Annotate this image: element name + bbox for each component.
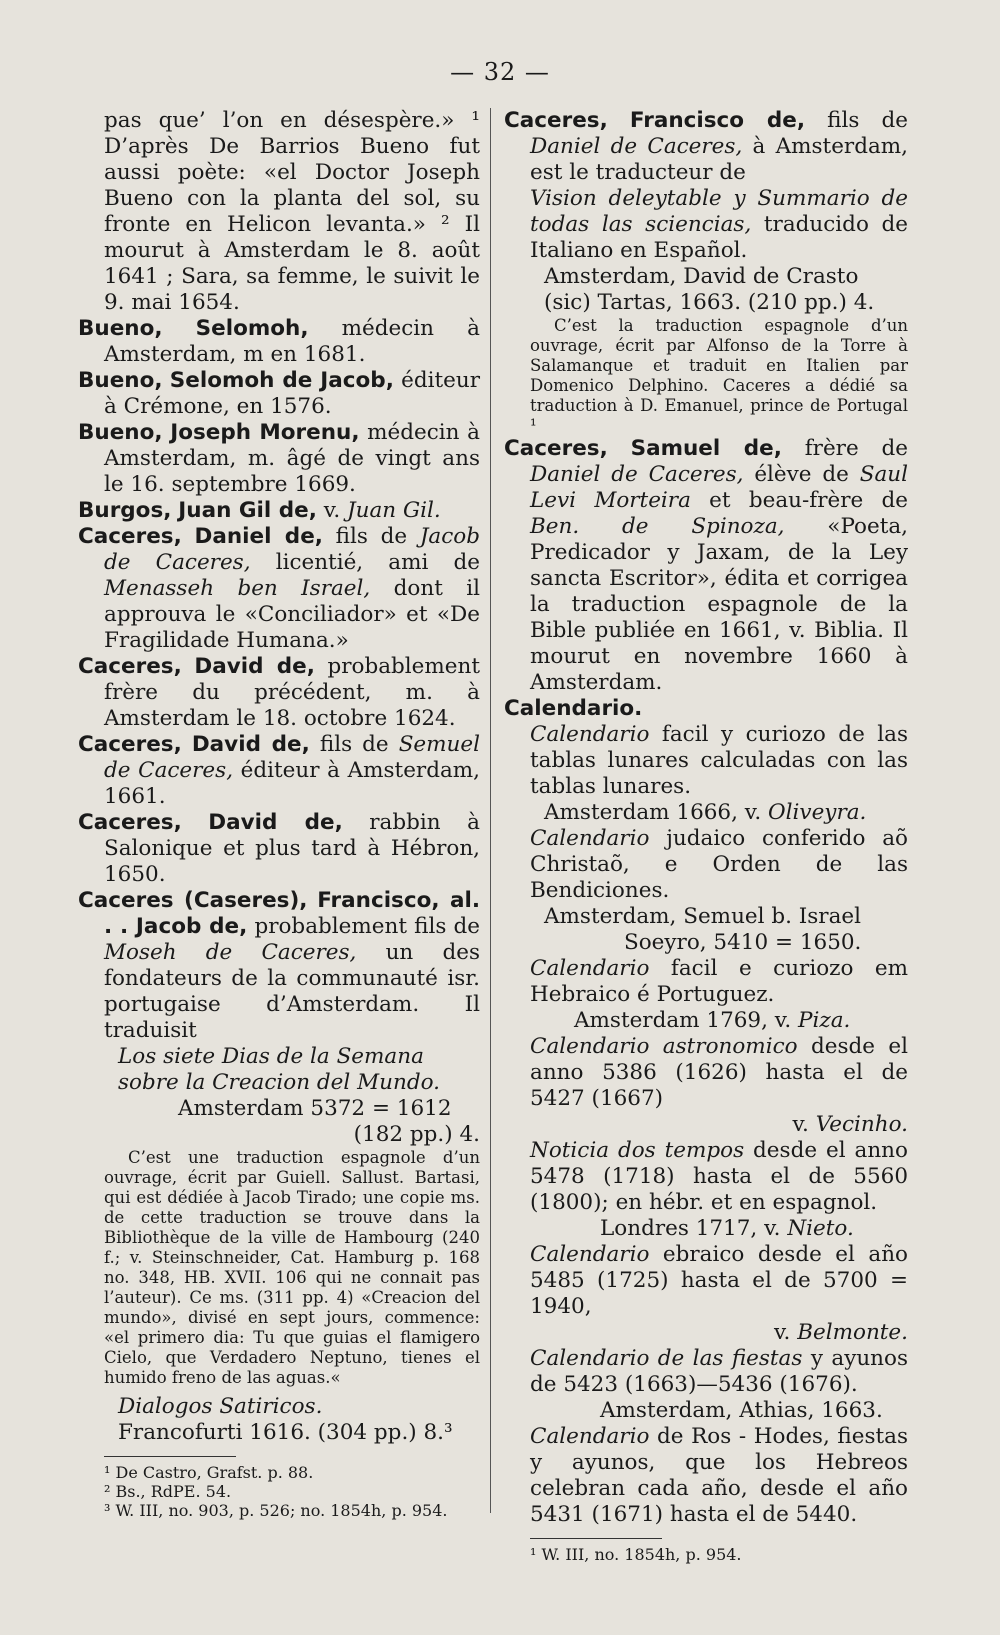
work-title: Noticia dos tempos	[530, 1138, 745, 1163]
work-title: Los siete Dias de la Semana sobre la Creacion del Mundo.	[118, 1044, 440, 1095]
imprint	[504, 1112, 908, 1138]
entry-text: rabbin à Salonique et plus tard à Hébron, 1650.	[104, 810, 480, 887]
italic-name: Saul Levi Morteira	[530, 462, 909, 513]
entry-text: de Ros - Hodes, fiestas y ayunos, que los Hebreos celebran cada año, desde el año 5431 (1671) hasta el de 5440.	[530, 1424, 908, 1527]
italic-name: Daniel de Caceres,	[530, 462, 744, 487]
imprint: Amsterdam, Semuel b. Israel	[544, 904, 861, 929]
entry-name: Joseph Morenu,	[170, 420, 360, 445]
calendario-6	[504, 1242, 908, 1320]
page-number: — 32 —	[450, 58, 550, 86]
imprint	[504, 800, 908, 826]
calendario-1	[504, 722, 908, 800]
imprint	[504, 1008, 908, 1034]
bibliographic-note: C’est la traduction espagnole d’un ouvrage, écrit par Alfonso de la Torre à Salamanque et traduit en Italien par Domenico Delphino. Caceres a dédié sa traduction à D. Emanuel, prince de Portugal ¹	[530, 316, 908, 435]
calendario-4	[504, 1034, 908, 1112]
entry-head: Caceres,	[78, 810, 182, 835]
entry-text: probablement fils de	[247, 914, 481, 939]
entry-text: à Amsterdam, est le traducteur de	[530, 134, 908, 185]
entry-head: Caceres,	[78, 524, 182, 549]
entry-name: Juan Gil de,	[178, 498, 317, 523]
calendario-2	[504, 826, 908, 904]
continuation-text: pas que’ l’on en désespère.» ¹ D’après De Barrios Bueno fut aussi poète: «el Doctor Joseph Bueno con la planta del sol, su fronte en Helicon levanta.» ² Il mourut à Amsterdam le 8. août 1641 ; Sara, sa femme, le suivit le 9. mai 1654.	[104, 108, 480, 315]
entry-text: éditeur à Crémone, en 1576.	[104, 368, 480, 419]
imprint: Amsterdam, Athias, 1663.	[600, 1398, 883, 1423]
work-title: Calendario	[530, 722, 650, 747]
entry-name: Selomoh de Jacob,	[169, 368, 394, 393]
cross-reference: Juan Gil.	[347, 498, 441, 523]
entry-bueno-selomoh-jacob	[78, 368, 480, 420]
entry-head: Bueno,	[78, 368, 163, 393]
entry-text: desde el anno 5386 (1626) hasta el de 5427 (1667)	[530, 1034, 908, 1111]
calendario-5	[504, 1138, 908, 1216]
entry-text: frère de	[781, 436, 908, 461]
entry-text: desde el anno 5478 (1718) hasta el de 5560 (1800); en hébr. et en espagnol.	[530, 1138, 908, 1215]
entry-text: «Poeta, Predicador y Jaxam, de la Ley sancta Escritor», édita et corrigea la traduction espagnole de la Bible publiée en 1661, v. Biblia. Il mourut en novembre 1660 à Amsterdam.	[530, 514, 908, 695]
cross-reference: Oliveyra.	[768, 800, 867, 825]
entry-text: judaico conferido aõ Christaõ, e Orden de las Bendiciones.	[530, 826, 908, 903]
entry-text: ebraico desde el año 5485 (1725) hasta el de 5700 = 1940,	[530, 1242, 908, 1319]
work-title: Calendario	[530, 826, 650, 851]
entry-caceres-francisco	[78, 888, 480, 1044]
italic-name: Jacob de Caceres,	[104, 524, 480, 575]
entry-caceres-daniel	[78, 524, 480, 654]
entry-head: Bueno,	[78, 316, 163, 341]
work-title: Dialogos Satiricos.	[118, 1394, 323, 1419]
italic-name: Semuel de Caceres,	[104, 732, 480, 783]
footnote-1: ¹ De Castro, Grafst. p. 88.	[104, 1463, 314, 1482]
imprint-text: v.	[773, 1320, 798, 1345]
cross-reference: Belmonte.	[797, 1320, 908, 1345]
entry-text: élève de	[743, 462, 860, 487]
entry-head: Caceres (Caseres),	[78, 888, 308, 913]
entry-text: éditeur à Amsterdam, 1661.	[104, 758, 480, 809]
entry-text: médecin à Amsterdam, m en 1681.	[104, 316, 480, 367]
cross-reference: Vecinho.	[815, 1112, 908, 1137]
work-title: Vision deleytable y Summario de todas las sciencias,	[530, 186, 908, 237]
italic-name: Daniel de Caceres,	[530, 134, 743, 159]
entry-caceres-samuel	[504, 436, 908, 696]
entry-text: traducido de Italiano en Español.	[530, 212, 908, 263]
entry-head: Caceres,	[504, 436, 608, 461]
entry-calendario: Calendario.	[504, 696, 643, 721]
footnote-rule	[530, 1538, 662, 1539]
work-title: Calendario	[530, 1242, 650, 1267]
entry-text: et beau-frère de	[690, 488, 908, 513]
work-title: Calendario astronomico	[530, 1034, 798, 1059]
work-title-line	[504, 186, 908, 264]
cross-reference: Piza.	[798, 1008, 851, 1033]
bibliographic-note: C’est une traduction espagnole d’un ouvrage, écrit par Guiell. Sallust. Bartasi, qui est dédiée à Jacob Tirado; une copie ms. de cette traduction se trouve dans la Bibliothèque de la ville de Hambourg (240 f.; v. Steinschneider, Cat. Hamburg p. 168 no. 348, HB. XVII. 106 qui ne connait pas l’auteur). Ce ms. (311 pp. 4) «Creacion del mundo», divisé en sept jours, commence: «el primero dia: Tu que guias el flamigero Cielo, que Verdadero Neptuno, tienes el humido freno de las aguas.«	[104, 1148, 480, 1387]
footnote-2: ² Bs., RdPE. 54.	[104, 1482, 232, 1501]
entry-text: fils de	[309, 732, 399, 757]
entry-text: facil y curiozo de las tablas lunares calculadas con las tablas lunares.	[530, 722, 908, 799]
entry-bueno-selomoh	[78, 316, 480, 368]
entry-name: David de,	[194, 654, 315, 679]
italic-name: Menasseh ben Israel,	[104, 576, 371, 601]
imprint-text: Amsterdam 1769, v.	[574, 1008, 799, 1033]
imprint-text: Londres 1717, v.	[600, 1216, 788, 1241]
entry-text: fils de	[805, 108, 909, 133]
entry-caceres-francisco-de	[504, 108, 908, 186]
entry-caceres-david-3	[78, 810, 480, 888]
footnote-3: ³ W. III, no. 903, p. 526; no. 1854h, p. 954.	[104, 1501, 448, 1520]
imprint: Amsterdam, David de Crasto (sic) Tartas, 1663. (210 pp.) 4.	[544, 264, 875, 315]
imprint-format: (182 pp.) 4.	[353, 1122, 480, 1147]
calendario-3	[504, 956, 908, 1008]
entry-burgos	[78, 498, 480, 524]
footnote-rule	[104, 1456, 236, 1457]
column-divider	[490, 108, 491, 1513]
entry-name: Francisco, al. . . Jacob de,	[104, 888, 480, 939]
work-title: Calendario de las fiestas	[530, 1346, 803, 1371]
right-column	[504, 108, 908, 1564]
entry-head: Caceres,	[78, 654, 182, 679]
imprint: Francofurti 1616. (304 pp.) 8.³	[118, 1420, 453, 1445]
footnote-1: ¹ W. III, no. 1854h, p. 954.	[530, 1545, 742, 1564]
entry-head: Caceres,	[504, 108, 608, 133]
imprint	[504, 1320, 908, 1346]
entry-text: facil e curiozo em Hebraico é Portuguez.	[530, 956, 908, 1007]
imprint: Soeyro, 5410 = 1650.	[624, 930, 862, 955]
entry-name: Daniel de,	[194, 524, 323, 549]
entry-head: Bueno,	[78, 420, 163, 445]
entry-name: Selomoh,	[195, 316, 309, 341]
imprint: Amsterdam 5372 = 1612	[178, 1096, 452, 1121]
entry-name: Samuel de,	[630, 436, 782, 461]
entry-head: Caceres,	[78, 732, 182, 757]
entry-text: licentié, ami de	[250, 550, 480, 575]
entry-name: Francisco de,	[629, 108, 805, 133]
cross-reference: Nieto.	[787, 1216, 854, 1241]
left-column	[78, 108, 480, 1520]
entry-text: y ayunos de 5423 (1663)—5436 (1676).	[530, 1346, 909, 1397]
italic-name: Ben. de Spinoza,	[530, 514, 785, 539]
entry-text: fils de	[322, 524, 420, 549]
entry-name: David de,	[191, 732, 310, 757]
work-title: Calendario	[530, 956, 650, 981]
imprint	[504, 1216, 908, 1242]
entry-caceres-david-2	[78, 732, 480, 810]
work-title: Calendario	[530, 1424, 650, 1449]
entry-head: Burgos,	[78, 498, 172, 523]
entry-text: dont il approuva le «Conciliador» et «De Fragilidade Humana.»	[104, 576, 480, 653]
imprint-text: v.	[792, 1112, 816, 1137]
entry-caceres-david-1	[78, 654, 480, 732]
entry-bueno-joseph	[78, 420, 480, 498]
calendario-8	[504, 1424, 908, 1528]
entry-text: v.	[316, 498, 348, 523]
entry-name: David de,	[208, 810, 343, 835]
calendario-7	[504, 1346, 908, 1398]
entry-text: probablement frère du précédent, m. à Amsterdam le 18. octobre 1624.	[104, 654, 480, 731]
italic-name: Moseh de Caceres,	[104, 940, 357, 965]
entry-text: médecin à Amsterdam, m. âgé de vingt ans le 16. septembre 1669.	[104, 420, 480, 497]
entry-text: un des fondateurs de la communauté isr. portugaise d’Amsterdam. Il traduisit	[104, 940, 480, 1043]
imprint-text: Amsterdam 1666, v.	[544, 800, 769, 825]
